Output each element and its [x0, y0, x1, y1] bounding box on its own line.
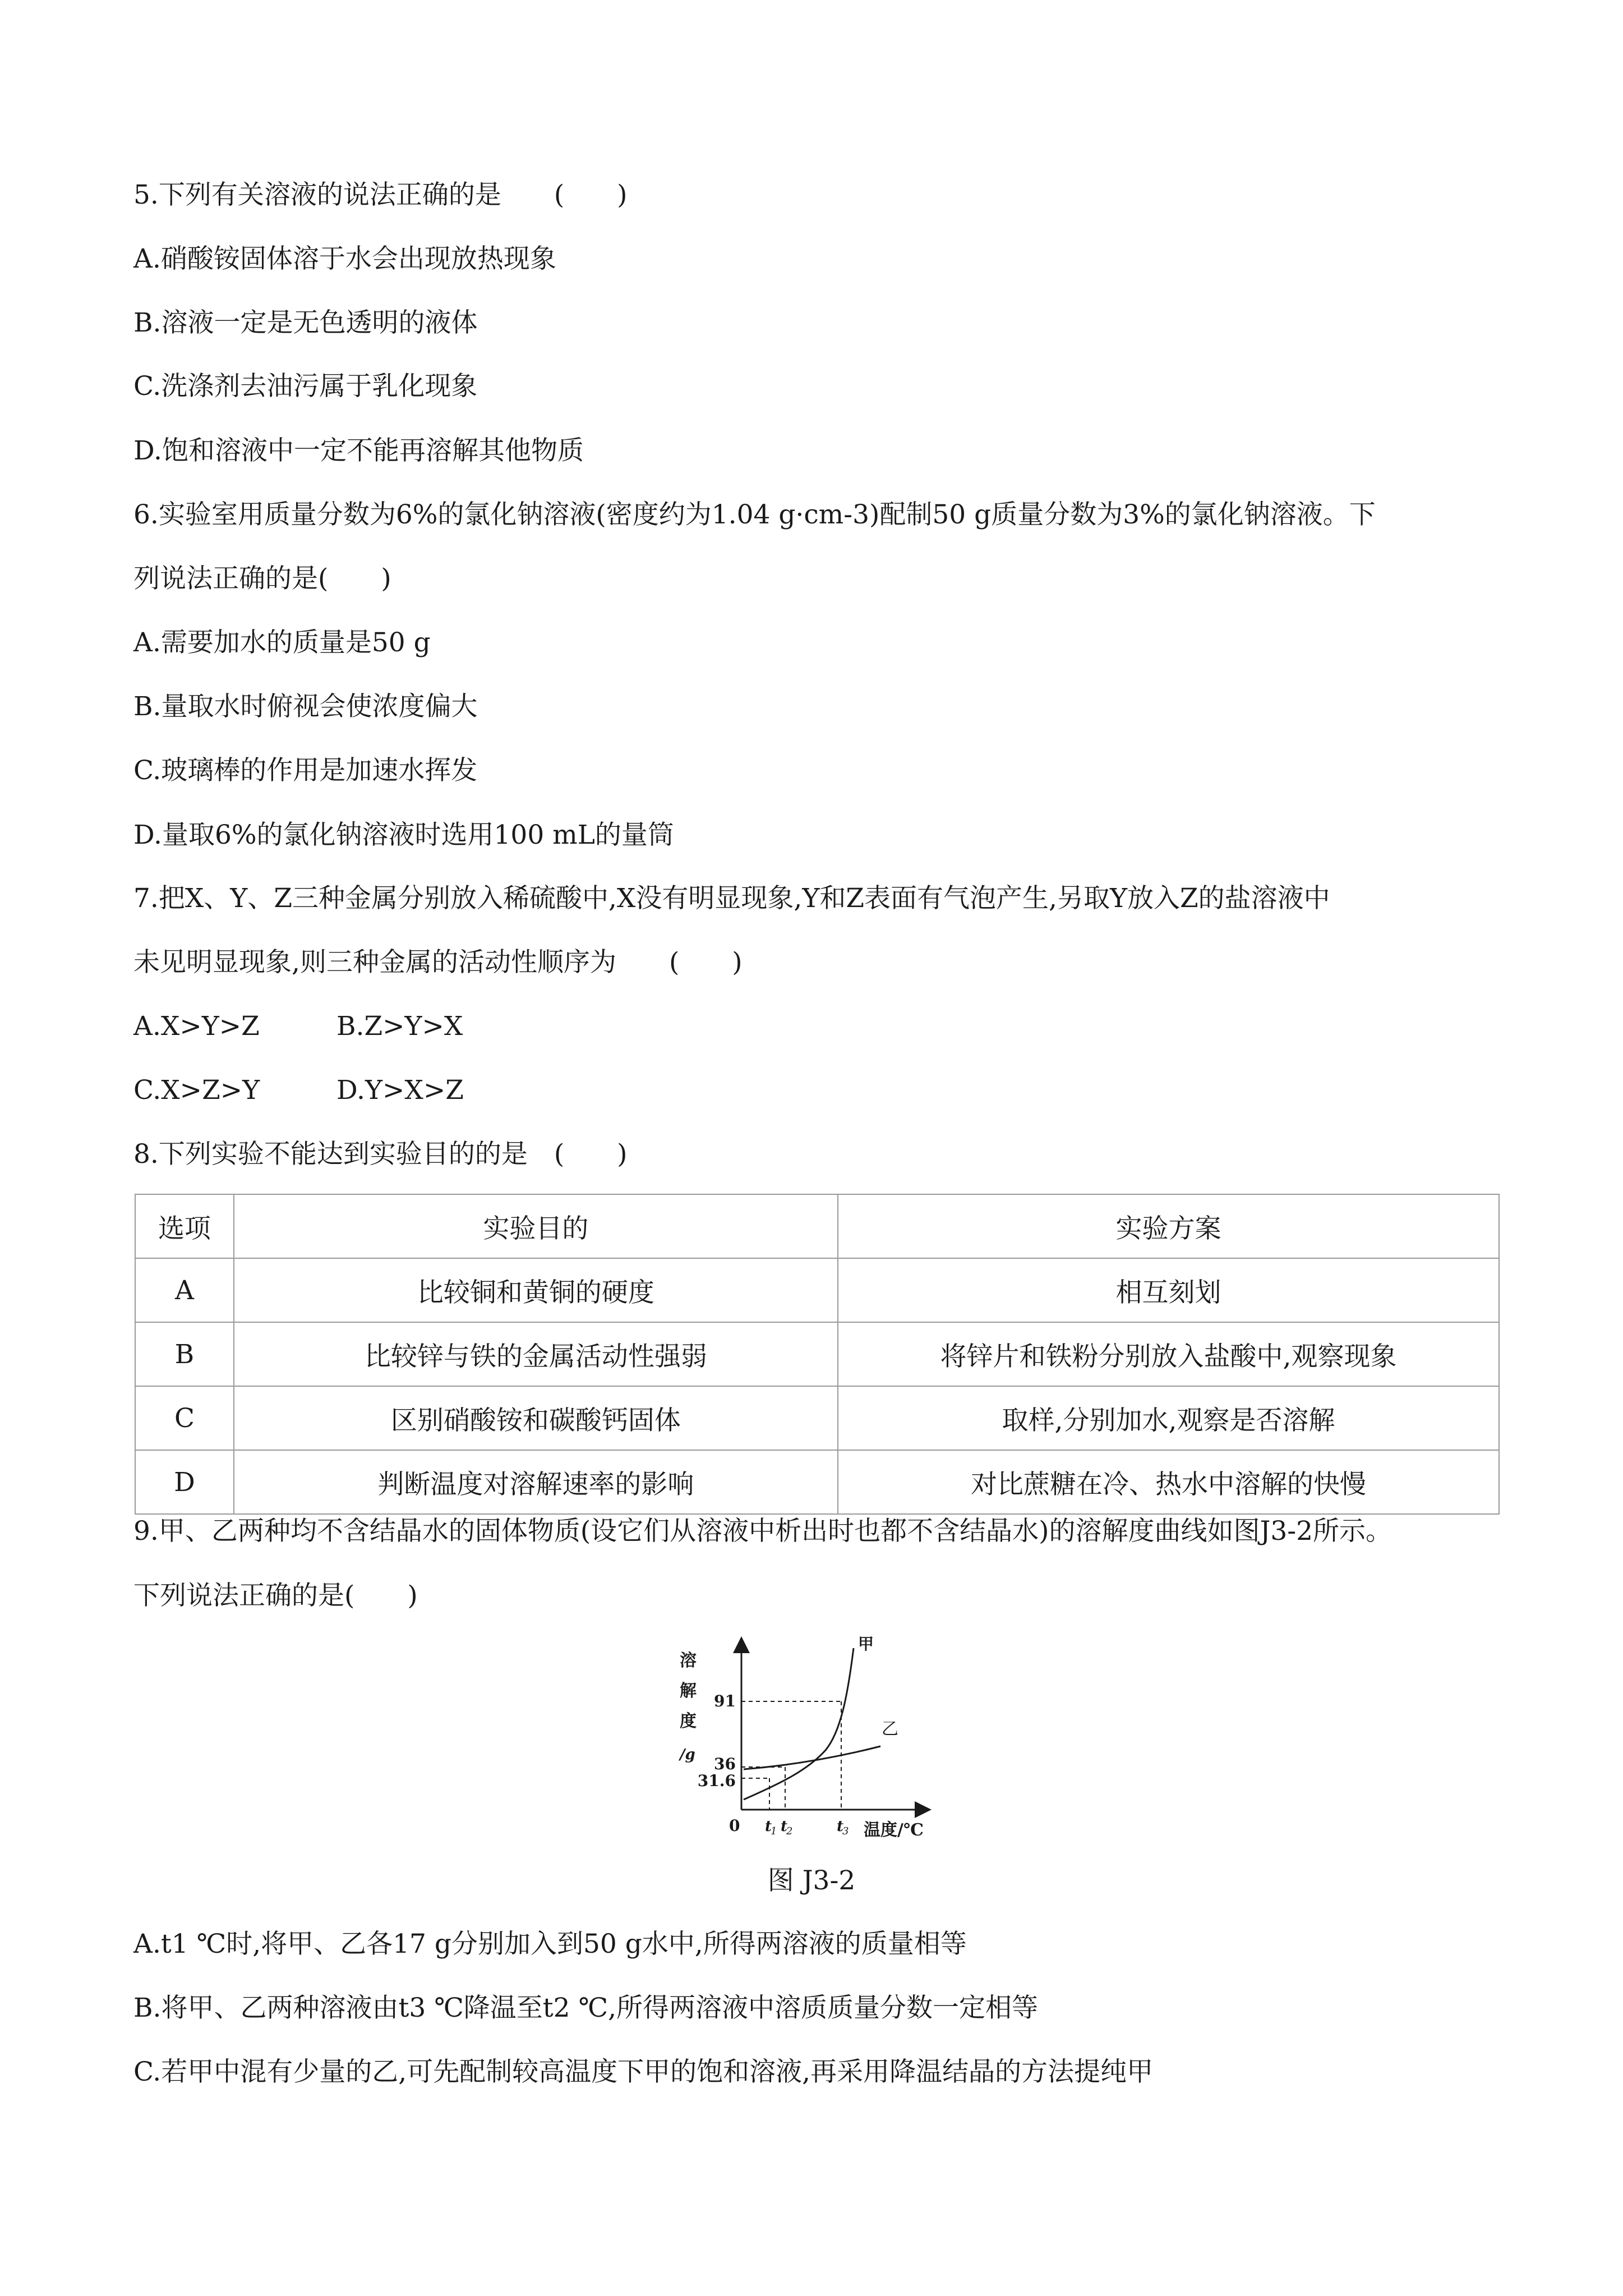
y-label-char: /g — [680, 1746, 695, 1763]
q8-stem: 8.下列实验不能达到实验目的的是 ( ) — [133, 1139, 628, 1170]
y-label-char: 度 — [680, 1711, 697, 1731]
table-cell-option: D — [135, 1450, 234, 1514]
x-tick-subscript: 3 — [842, 1825, 849, 1837]
q7-option-c: C.X>Z>Y — [133, 1075, 260, 1106]
q6-stem-line1: 6.实验室用质量分数为6%的氯化钠溶液(密度约为1.04 g·cm-3)配制50 g质量分数为3%的氯化钠溶液。下 — [133, 499, 1376, 530]
q5-option-c: C.洗涤剂去油污属于乳化现象 — [133, 371, 478, 402]
y-label-char: 溶 — [680, 1651, 697, 1671]
table-cell-purpose: 比较铜和黄铜的硬度 — [234, 1258, 838, 1322]
y-tick-label: 31.6 — [697, 1772, 736, 1790]
q7-option-a: A.X>Y>Z — [133, 1011, 260, 1042]
figure-caption: 图 J3-2 — [767, 1865, 856, 1896]
table-cell-method: 对比蔗糖在冷、热水中溶解的快慢 — [838, 1450, 1499, 1514]
table-row — [135, 1258, 1499, 1322]
q7-stem-line1: 7.把X、Y、Z三种金属分别放入稀硫酸中,X没有明显现象,Y和Z表面有气泡产生,另取Y放入Z的盐溶液中 — [133, 883, 1330, 914]
q5-stem: 5.下列有关溶液的说法正确的是 ( ) — [133, 180, 628, 210]
table-cell-option: C — [135, 1386, 234, 1450]
x-axis-label: 温度/℃ — [864, 1820, 924, 1840]
table-header-cell: 实验目的 — [234, 1194, 838, 1258]
solubility-curve-svg — [673, 1631, 976, 1850]
table-cell-purpose: 判断温度对溶解速率的影响 — [234, 1450, 838, 1514]
table-cell-method: 将锌片和铁粉分别放入盐酸中,观察现象 — [838, 1322, 1499, 1386]
table-cell-purpose: 区别硝酸铵和碳酸钙固体 — [234, 1386, 838, 1450]
curve-jia — [744, 1648, 854, 1800]
origin-label: 0 — [729, 1816, 740, 1835]
q6-stem-line2: 列说法正确的是( ) — [133, 563, 391, 594]
y-tick-label: 36 — [714, 1755, 736, 1773]
q9-stem-line2: 下列说法正确的是( ) — [133, 1580, 418, 1611]
q5-option-a: A.硝酸铵固体溶于水会出现放热现象 — [133, 243, 556, 274]
table-cell-purpose: 比较锌与铁的金属活动性强弱 — [234, 1322, 838, 1386]
q7-option-b: B.Z>Y>X — [336, 1011, 463, 1042]
table-cell-method: 相互刻划 — [838, 1258, 1499, 1322]
table-header-cell: 选项 — [135, 1194, 234, 1258]
table-cell-method: 取样,分别加水,观察是否溶解 — [838, 1386, 1499, 1450]
table-header-cell: 实验方案 — [838, 1194, 1499, 1258]
q6-option-c: C.玻璃棒的作用是加速水挥发 — [133, 755, 478, 786]
solubility-curve-figure — [673, 1631, 976, 1850]
x-tick-subscript: 1 — [771, 1825, 777, 1837]
x-tick-label: t — [837, 1818, 844, 1835]
q9-option-a: A.t1 ℃时,将甲、乙各17 g分别加入到50 g水中,所得两溶液的质量相等 — [133, 1929, 967, 1959]
q5-option-b: B.溶液一定是无色透明的液体 — [133, 307, 478, 338]
table-row — [135, 1450, 1499, 1514]
q9-option-b: B.将甲、乙两种溶液由t3 ℃降温至t2 ℃,所得两溶液中溶质质量分数一定相等 — [133, 1993, 1039, 2023]
x-tick-label: t — [765, 1818, 772, 1835]
x-tick-label: t — [781, 1818, 788, 1835]
q6-option-a: A.需要加水的质量是50 g — [133, 627, 431, 658]
curve-yi — [744, 1746, 880, 1769]
series-label-yi: 乙 — [882, 1719, 898, 1739]
q6-option-d: D.量取6%的氯化钠溶液时选用100 mL的量筒 — [133, 820, 674, 850]
q7-stem-line2: 未见明显现象,则三种金属的活动性顺序为 ( ) — [133, 947, 743, 978]
table-row — [135, 1322, 1499, 1386]
y-tick-label: 91 — [714, 1692, 736, 1710]
table-cell-option: B — [135, 1322, 234, 1386]
q6-option-b: B.量取水时俯视会使浓度偏大 — [133, 691, 478, 722]
x-tick-subscript: 2 — [786, 1825, 793, 1837]
y-label-char: 解 — [680, 1681, 697, 1701]
series-label-jia: 甲 — [858, 1635, 874, 1653]
q7-option-d: D.Y>X>Z — [336, 1075, 464, 1106]
table-row — [135, 1386, 1499, 1450]
table-cell-option: A — [135, 1258, 234, 1322]
q9-option-c: C.若甲中混有少量的乙,可先配制较高温度下甲的饱和溶液,再采用降温结晶的方法提纯甲 — [133, 2056, 1154, 2087]
q5-option-d: D.饱和溶液中一定不能再溶解其他物质 — [133, 435, 584, 466]
q9-stem-line1: 9.甲、乙两种均不含结晶水的固体物质(设它们从溶液中析出时也都不含结晶水)的溶解度曲线如图J3-2所示。 — [133, 1516, 1393, 1547]
experiment-table — [135, 1194, 1500, 1515]
table-header-row — [135, 1194, 1499, 1258]
